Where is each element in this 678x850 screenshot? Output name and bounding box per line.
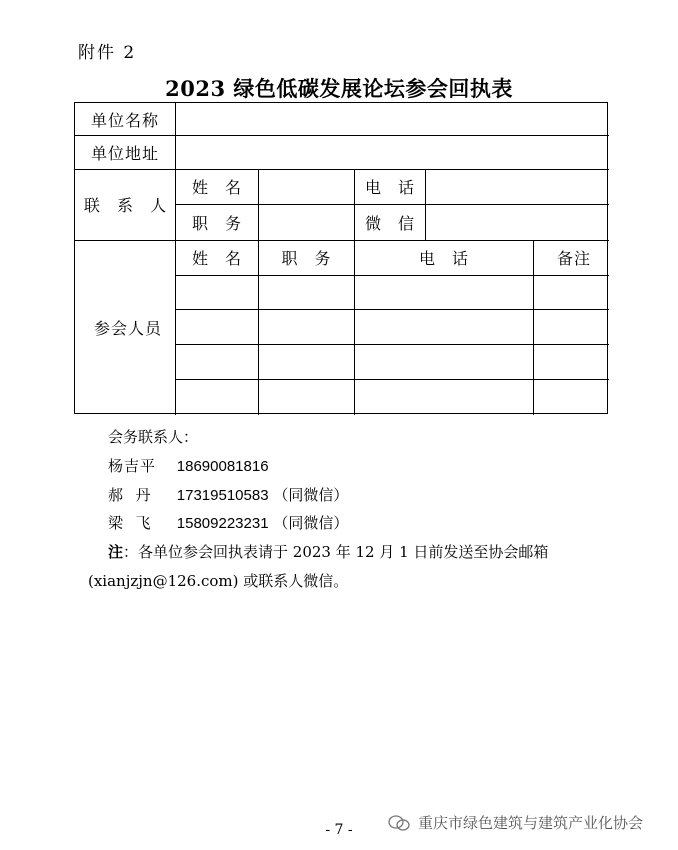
note-text: ：各单位参会回执表请于 2023 年 12 月 1 日前发送至协会邮箱 — [123, 543, 549, 561]
input-unit-name[interactable] — [175, 103, 609, 135]
contact-row — [108, 455, 269, 476]
input-contact-name[interactable] — [258, 169, 354, 204]
input-contact-phone[interactable] — [425, 169, 609, 204]
watermark-text: 重庆市绿色建筑与建筑产业化协会 — [418, 815, 644, 832]
note-label: 注 — [108, 543, 124, 561]
note-line-2: (xianjzjn@126.com) 或联系人微信。 — [88, 572, 349, 590]
label-contact-wechat: 微 信 — [364, 213, 421, 233]
label-contact: 联 系 人 — [83, 196, 173, 215]
label-contact-name: 姓 名 — [191, 178, 248, 197]
label-contact-position: 职 务 — [191, 213, 248, 233]
input-contact-wechat[interactable] — [425, 204, 609, 240]
contact-row — [108, 484, 348, 505]
contact-name: 杨吉平 — [108, 457, 157, 475]
contact-row — [108, 512, 348, 533]
col-header-phone: 电 话 — [418, 249, 475, 268]
wechat-watermark — [388, 812, 643, 833]
input-contact-position[interactable] — [258, 204, 354, 240]
registration-form-table — [74, 102, 608, 414]
note-line — [108, 541, 548, 562]
label-participants: 参会人员 — [93, 319, 162, 338]
page-number: - 7 - — [325, 822, 353, 838]
contact-phone: 17319510583 — [176, 487, 269, 504]
contact-extra: （同微信） — [273, 514, 349, 532]
wechat-icon — [388, 814, 410, 832]
notes-heading: 会务联系人： — [108, 428, 199, 446]
attachment-label: 附件 2 — [78, 43, 137, 63]
label-unit-name: 单位名称 — [91, 110, 160, 130]
label-unit-address: 单位地址 — [91, 143, 160, 163]
contact-extra: （同微信） — [273, 486, 349, 504]
col-header-name: 姓 名 — [191, 249, 248, 268]
contact-phone: 15809223231 — [176, 515, 269, 532]
label-contact-phone: 电 话 — [364, 178, 421, 197]
contact-name: 梁 飞 — [108, 514, 152, 532]
col-header-remark: 备注 — [556, 249, 591, 268]
col-header-position: 职 务 — [281, 249, 337, 268]
form-title: 2023 绿色低碳发展论坛参会回执表 — [165, 76, 513, 101]
contact-phone: 18690081816 — [176, 458, 269, 475]
input-unit-address[interactable] — [175, 135, 609, 169]
contact-name: 郝 丹 — [108, 486, 152, 504]
